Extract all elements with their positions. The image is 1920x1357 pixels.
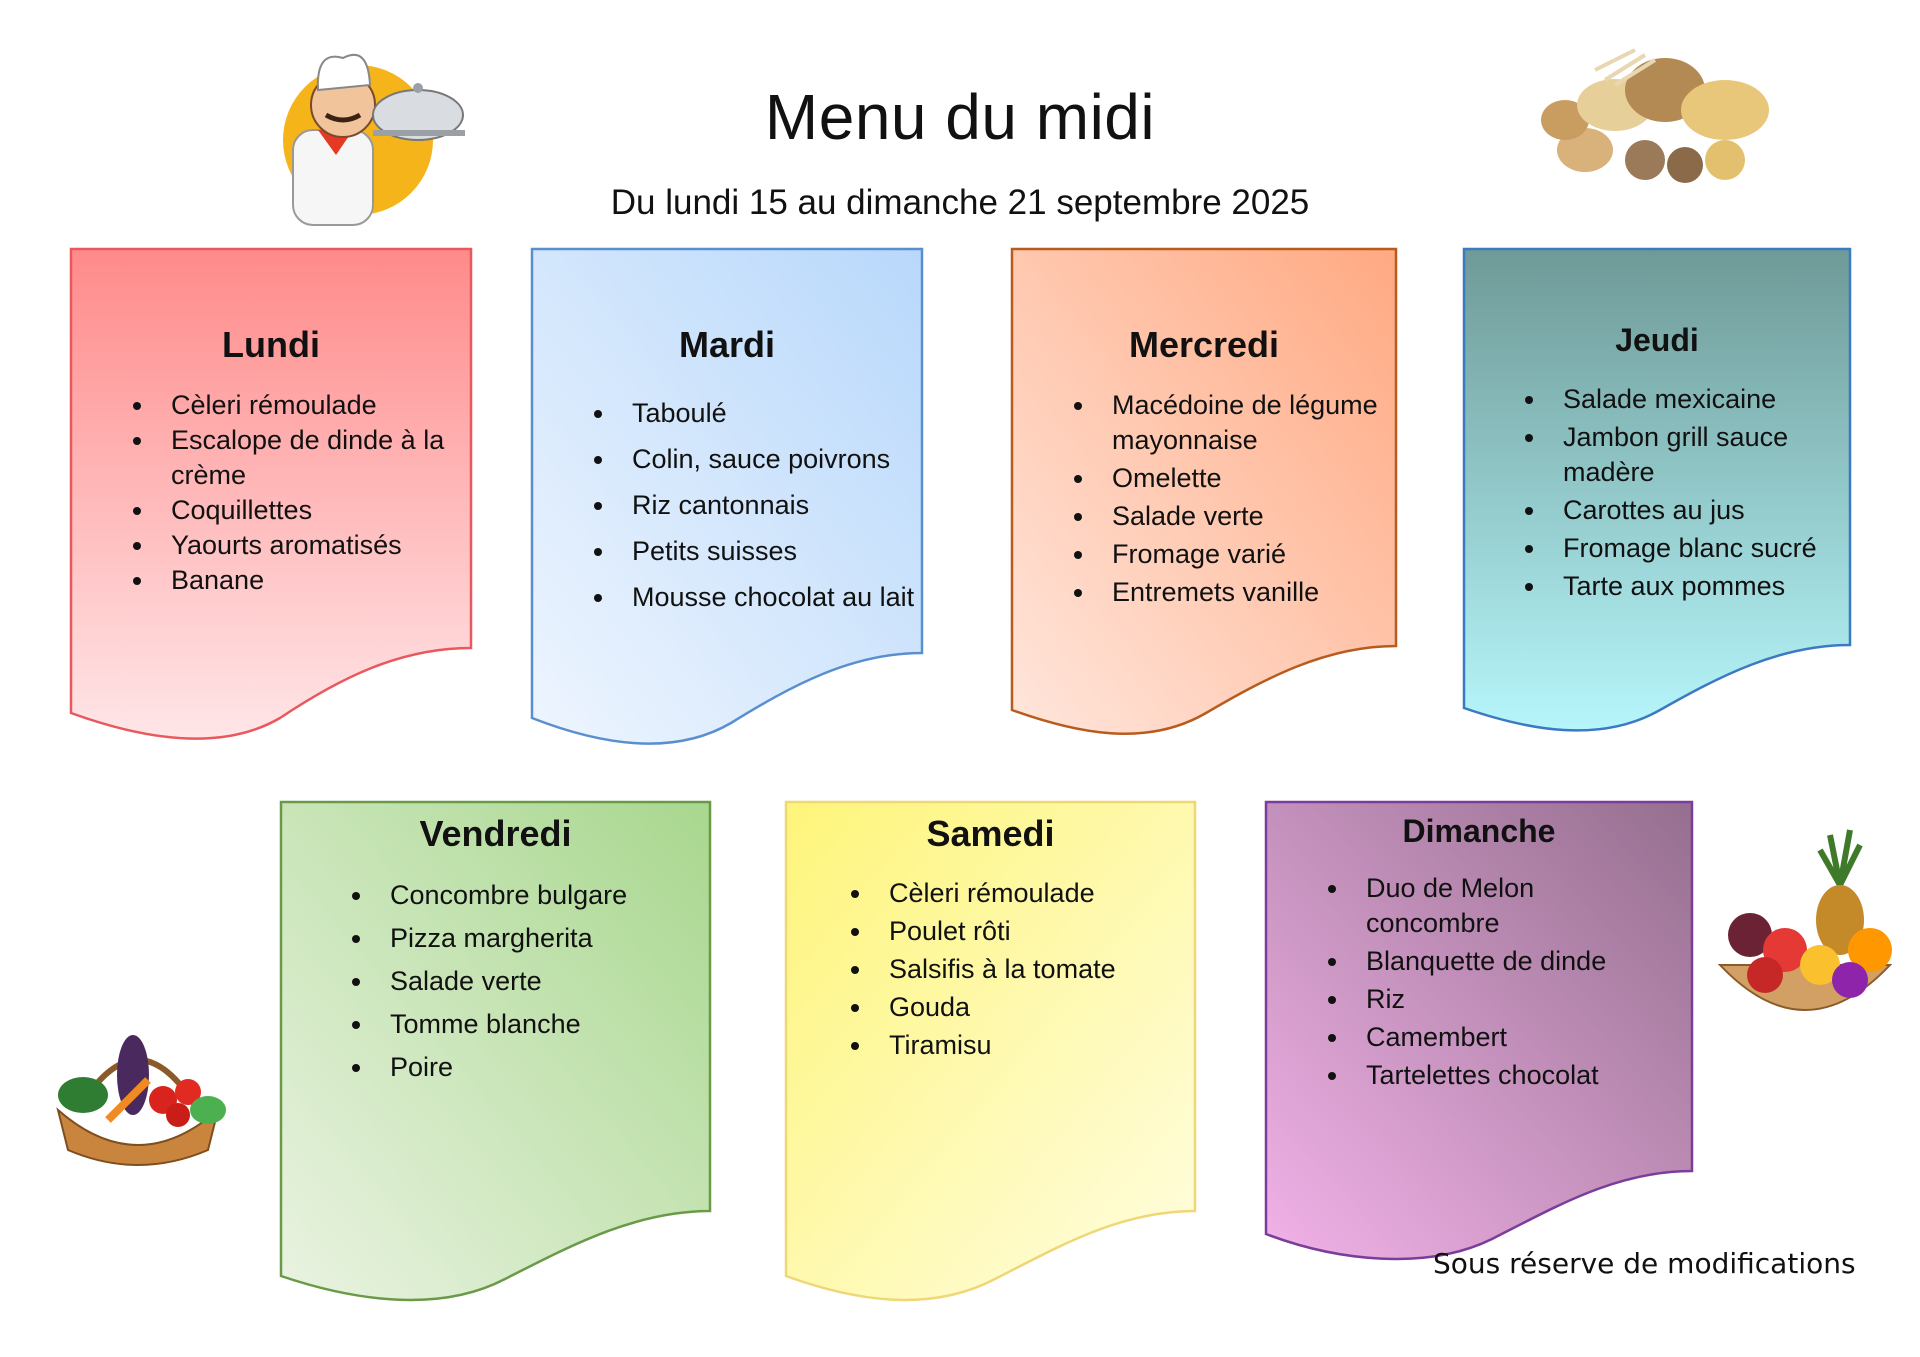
chef-illustration [258, 30, 473, 230]
menu-item: Blanquette de dinde [1366, 944, 1646, 979]
menu-item: Banane [171, 563, 461, 598]
vegetable-basket-illustration [38, 1020, 233, 1170]
menu-item: Yaourts aromatisés [171, 528, 461, 563]
day-card-mardi [531, 248, 923, 750]
menu-item: Mousse chocolat au lait [632, 580, 917, 615]
menu-item: Duo de Melon concombre [1366, 871, 1646, 941]
menu-item: Concombre bulgare [390, 878, 690, 913]
menu-item: Tartelettes chocolat [1366, 1058, 1646, 1093]
menu-item: Entremets vanille [1112, 575, 1392, 610]
menu-item: Riz [1366, 982, 1646, 1017]
menu-item: Tarte aux pommes [1563, 569, 1848, 604]
menu-item: Poulet rôti [889, 914, 1189, 949]
menu-item: Salade verte [1112, 499, 1392, 534]
day-card-mercredi [1011, 248, 1397, 740]
menu-list [1366, 871, 1646, 1093]
day-title: Samedi [926, 813, 1055, 854]
menu-item: Tiramisu [889, 1028, 1189, 1063]
menu-item: Coquillettes [171, 493, 461, 528]
menu-item: Colin, sauce poivrons [632, 442, 917, 477]
menu-item: Fromage blanc sucré [1563, 531, 1848, 566]
menu-list [889, 876, 1189, 1063]
day-card-lundi [70, 248, 472, 744]
day-title: Vendredi [419, 813, 572, 854]
menu-item: Omelette [1112, 461, 1392, 496]
menu-list [1112, 388, 1392, 610]
footnote: Sous réserve de modifications [1433, 1247, 1856, 1280]
menu-list [632, 396, 917, 615]
menu-item: Riz cantonnais [632, 488, 917, 523]
menu-item: Salade mexicaine [1563, 382, 1848, 417]
menu-list [1563, 382, 1848, 604]
menu-item: Salsifis à la tomate [889, 952, 1189, 987]
menu-item: Macédoine de légume mayonnaise [1112, 388, 1392, 458]
day-card-jeudi [1463, 248, 1851, 738]
menu-item: Pizza margherita [390, 921, 690, 956]
day-card-dimanche [1265, 801, 1693, 1267]
day-title: Jeudi [1615, 322, 1699, 358]
fruit-basket-illustration [1710, 825, 1900, 1045]
day-title: Mardi [678, 324, 775, 365]
bread-pasta-illustration [1525, 30, 1795, 205]
menu-item: Gouda [889, 990, 1189, 1025]
page-title: Menu du midi [764, 81, 1156, 153]
menu-item: Taboulé [632, 396, 917, 431]
menu-item: Escalope de dinde à la crème [171, 423, 461, 493]
menu-list [390, 878, 690, 1085]
page-subtitle: Du lundi 15 au dimanche 21 septembre 2025 [610, 183, 1310, 222]
menu-item: Jambon grill sauce madère [1563, 420, 1848, 490]
menu-item: Poire [390, 1050, 690, 1085]
menu-item: Petits suisses [632, 534, 917, 569]
menu-item: Cèleri rémoulade [889, 876, 1189, 911]
menu-item: Carottes au jus [1563, 493, 1848, 528]
menu-item: Fromage varié [1112, 537, 1392, 572]
day-title: Mercredi [1128, 324, 1280, 365]
day-title: Lundi [222, 324, 320, 365]
menu-list [171, 388, 461, 598]
menu-item: Tomme blanche [390, 1007, 690, 1042]
menu-item: Camembert [1366, 1020, 1646, 1055]
menu-item: Salade verte [390, 964, 690, 999]
day-card-samedi [785, 801, 1196, 1307]
menu-item: Cèleri rémoulade [171, 388, 461, 423]
day-card-vendredi [280, 801, 711, 1307]
day-title: Dimanche [1402, 813, 1556, 849]
